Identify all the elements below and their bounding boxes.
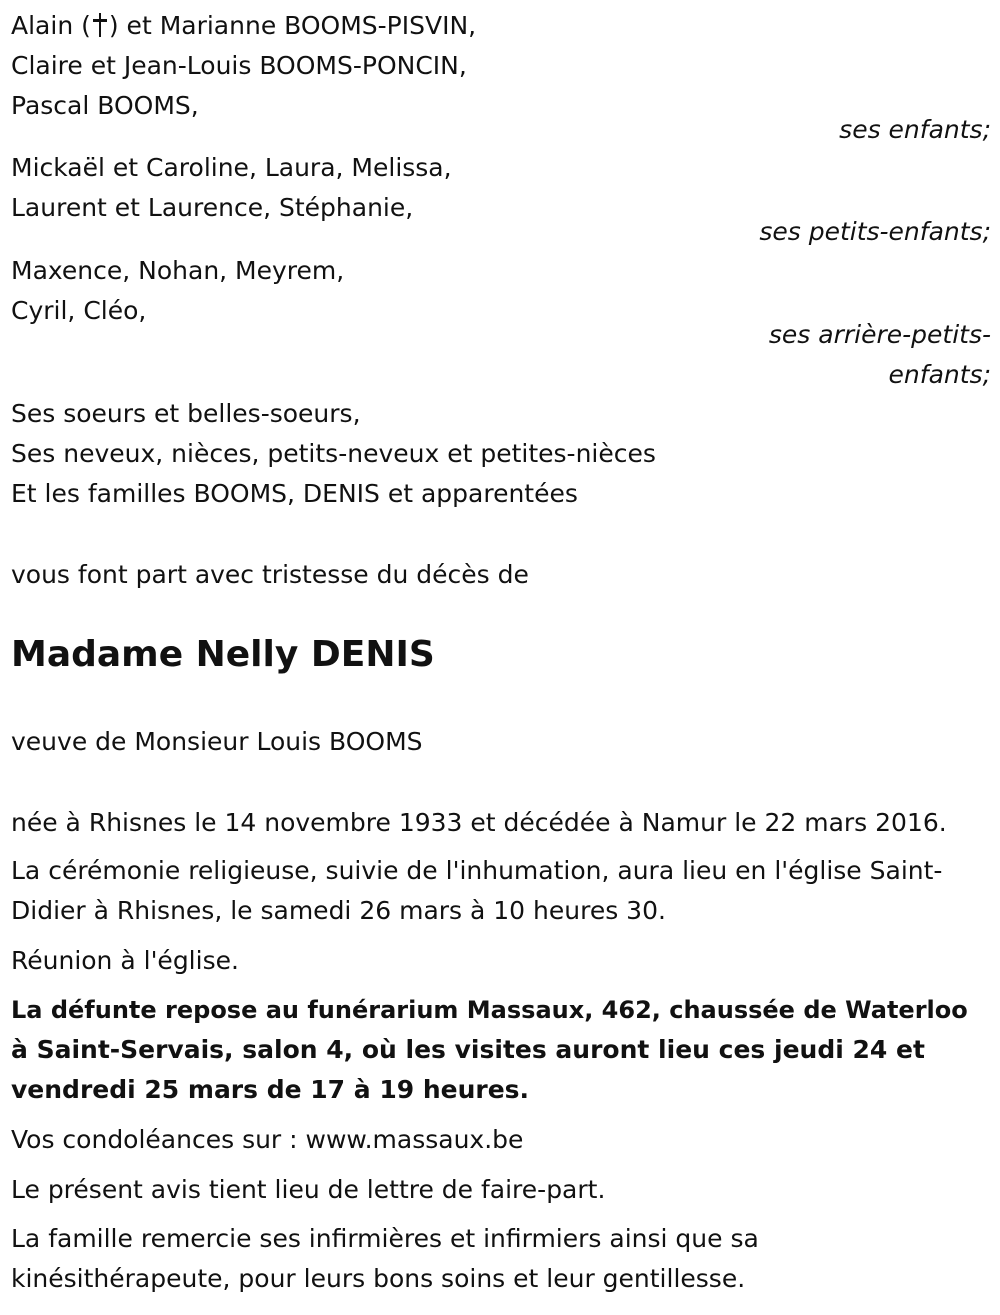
- condolences-text: Vos condoléances sur : www.massaux.be: [11, 1125, 524, 1154]
- deceased-name: Madame Nelly DENIS: [11, 634, 435, 675]
- thanks-line-1: La famille remercie ses infirmières et infirmiers ainsi que sa: [11, 1224, 759, 1253]
- announcement-text: vous font part avec tristesse du décès de: [11, 560, 529, 589]
- extended-family-line-1: Ses soeurs et belles-soeurs,: [11, 399, 361, 428]
- children-line-1: Alain ( ) et Marianne BOOMS-PISVIN,: [11, 11, 477, 40]
- ceremony-line-2: Didier à Rhisnes, le samedi 26 mars à 10 heures 30.: [11, 896, 666, 925]
- grandchildren-line-2: Laurent et Laurence, Stéphanie,: [11, 193, 414, 222]
- visitation-line-3: vendredi 25 mars de 17 à 19 heures.: [11, 1075, 530, 1104]
- cross-icon: [93, 13, 107, 37]
- grandchildren-label: ses petits-enfants;: [759, 217, 991, 246]
- meeting-text: Réunion à l'église.: [11, 946, 239, 975]
- widow-of-text: veuve de Monsieur Louis BOOMS: [11, 727, 423, 756]
- ceremony-line-1: La cérémonie religieuse, suivie de l'inhumation, aura lieu en l'église Saint-: [11, 856, 943, 885]
- children-label: ses enfants;: [839, 115, 991, 144]
- great-grandchildren-label-1: ses arrière-petits-: [768, 320, 991, 349]
- extended-family-line-3: Et les familles BOOMS, DENIS et apparentées: [11, 479, 578, 508]
- children-line-2: Claire et Jean-Louis BOOMS-PONCIN,: [11, 51, 467, 80]
- thanks-line-2: kinésithérapeute, pour leurs bons soins et leur gentillesse.: [11, 1264, 746, 1293]
- birth-death-text: née à Rhisnes le 14 novembre 1933 et décédée à Namur le 22 mars 2016.: [11, 808, 947, 837]
- great-grandchildren-label-2: enfants;: [888, 360, 991, 389]
- great-grandchildren-line-2: Cyril, Cléo,: [11, 296, 147, 325]
- visitation-line-2: à Saint-Servais, salon 4, où les visites auront lieu ces jeudi 24 et: [11, 1035, 925, 1064]
- grandchildren-line-1: Mickaël et Caroline, Laura, Melissa,: [11, 153, 452, 182]
- children-line-3: Pascal BOOMS,: [11, 91, 199, 120]
- great-grandchildren-line-1: Maxence, Nohan, Meyrem,: [11, 256, 345, 285]
- visitation-line-1: La défunte repose au funérarium Massaux, 462, chaussée de Waterloo: [11, 996, 968, 1024]
- extended-family-line-2: Ses neveux, nièces, petits-neveux et petites-nièces: [11, 439, 656, 468]
- notice-text: Le présent avis tient lieu de lettre de faire-part.: [11, 1175, 606, 1204]
